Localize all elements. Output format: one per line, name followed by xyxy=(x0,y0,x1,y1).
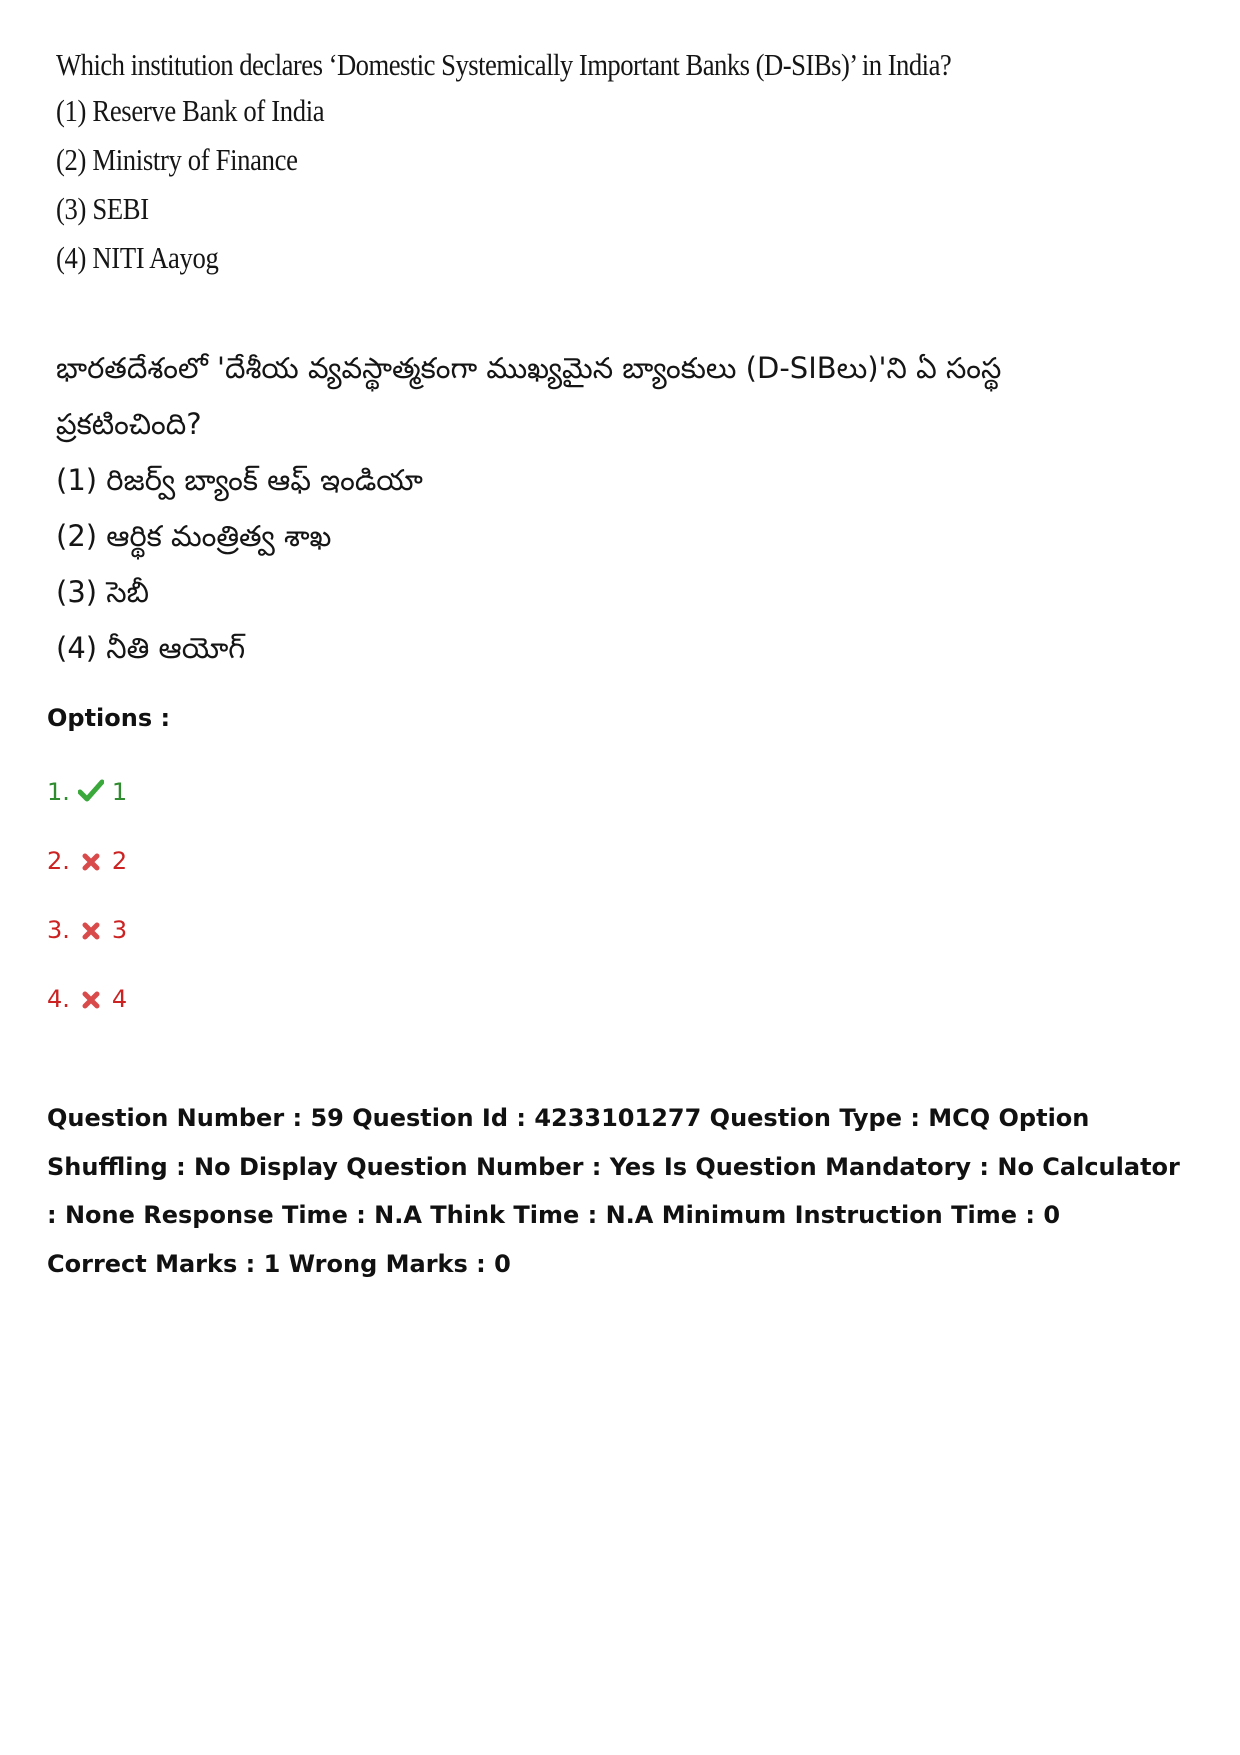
question-english-option-1: (1) Reserve Bank of India xyxy=(56,93,325,128)
question-telugu-option-3: (3) సెబీ xyxy=(56,575,150,609)
question-telugu-text-line-2: ప్రకటించింది? xyxy=(56,407,202,441)
answer-option-number: 4. xyxy=(47,985,70,1013)
question-telugu-option-4: (4) నీతి ఆయోగ్ xyxy=(56,631,246,665)
cross-icon xyxy=(78,985,104,1011)
answer-option-label: 4 xyxy=(111,985,128,1013)
answer-option-number: 3. xyxy=(47,916,70,944)
check-icon xyxy=(78,778,104,804)
answer-option-1 xyxy=(47,776,127,845)
cross-icon xyxy=(78,847,104,873)
question-telugu-option-1: (1) రిజర్వ్ బ్యాంక్ ఆఫ్ ఇండియా xyxy=(56,463,423,497)
answer-option-label: 2 xyxy=(111,847,128,875)
question-telugu-block xyxy=(56,340,1076,676)
question-telugu-text-line-1: భారతదేశంలో 'దేశీయ వ్యవస్థాత్మకంగా ముఖ్యమైన బ్యాంకులు (D-SIBలు)'ని ఏ సంస్థ xyxy=(56,351,1002,385)
options-heading: Options : xyxy=(47,704,171,732)
answer-list xyxy=(47,776,127,1052)
answer-option-number: 1. xyxy=(47,778,70,806)
answer-option-number: 2. xyxy=(47,847,70,875)
answer-option-2 xyxy=(47,845,127,914)
cross-icon xyxy=(78,916,104,942)
marks-info: Correct Marks : 1 Wrong Marks : 0 xyxy=(47,1250,511,1278)
question-english-option-4: (4) NITI Aayog xyxy=(56,240,219,275)
question-english-block xyxy=(56,44,1076,282)
answer-option-4 xyxy=(47,983,127,1052)
question-meta-info: Question Number : 59 Question Id : 4233101277 Question Type : MCQ Option Shuffling : No Display Question Number : Yes Is Question Mandatory : No Calculator : None Response Time : N.A Think Time : N.A Minimum Instruction Time : 0 xyxy=(47,1104,1180,1229)
answer-option-label: 1 xyxy=(111,778,128,806)
answer-option-label: 3 xyxy=(111,916,128,944)
answer-option-3 xyxy=(47,914,127,983)
question-english-text: Which institution declares ‘Domestic Systemically Important Banks (D-SIBs)’ in India? xyxy=(56,47,952,82)
question-english-option-3: (3) SEBI xyxy=(56,191,149,226)
question-telugu-option-2: (2) ఆర్థిక మంత్రిత్వ శాఖ xyxy=(56,519,332,553)
question-english-option-2: (2) Ministry of Finance xyxy=(56,142,298,177)
